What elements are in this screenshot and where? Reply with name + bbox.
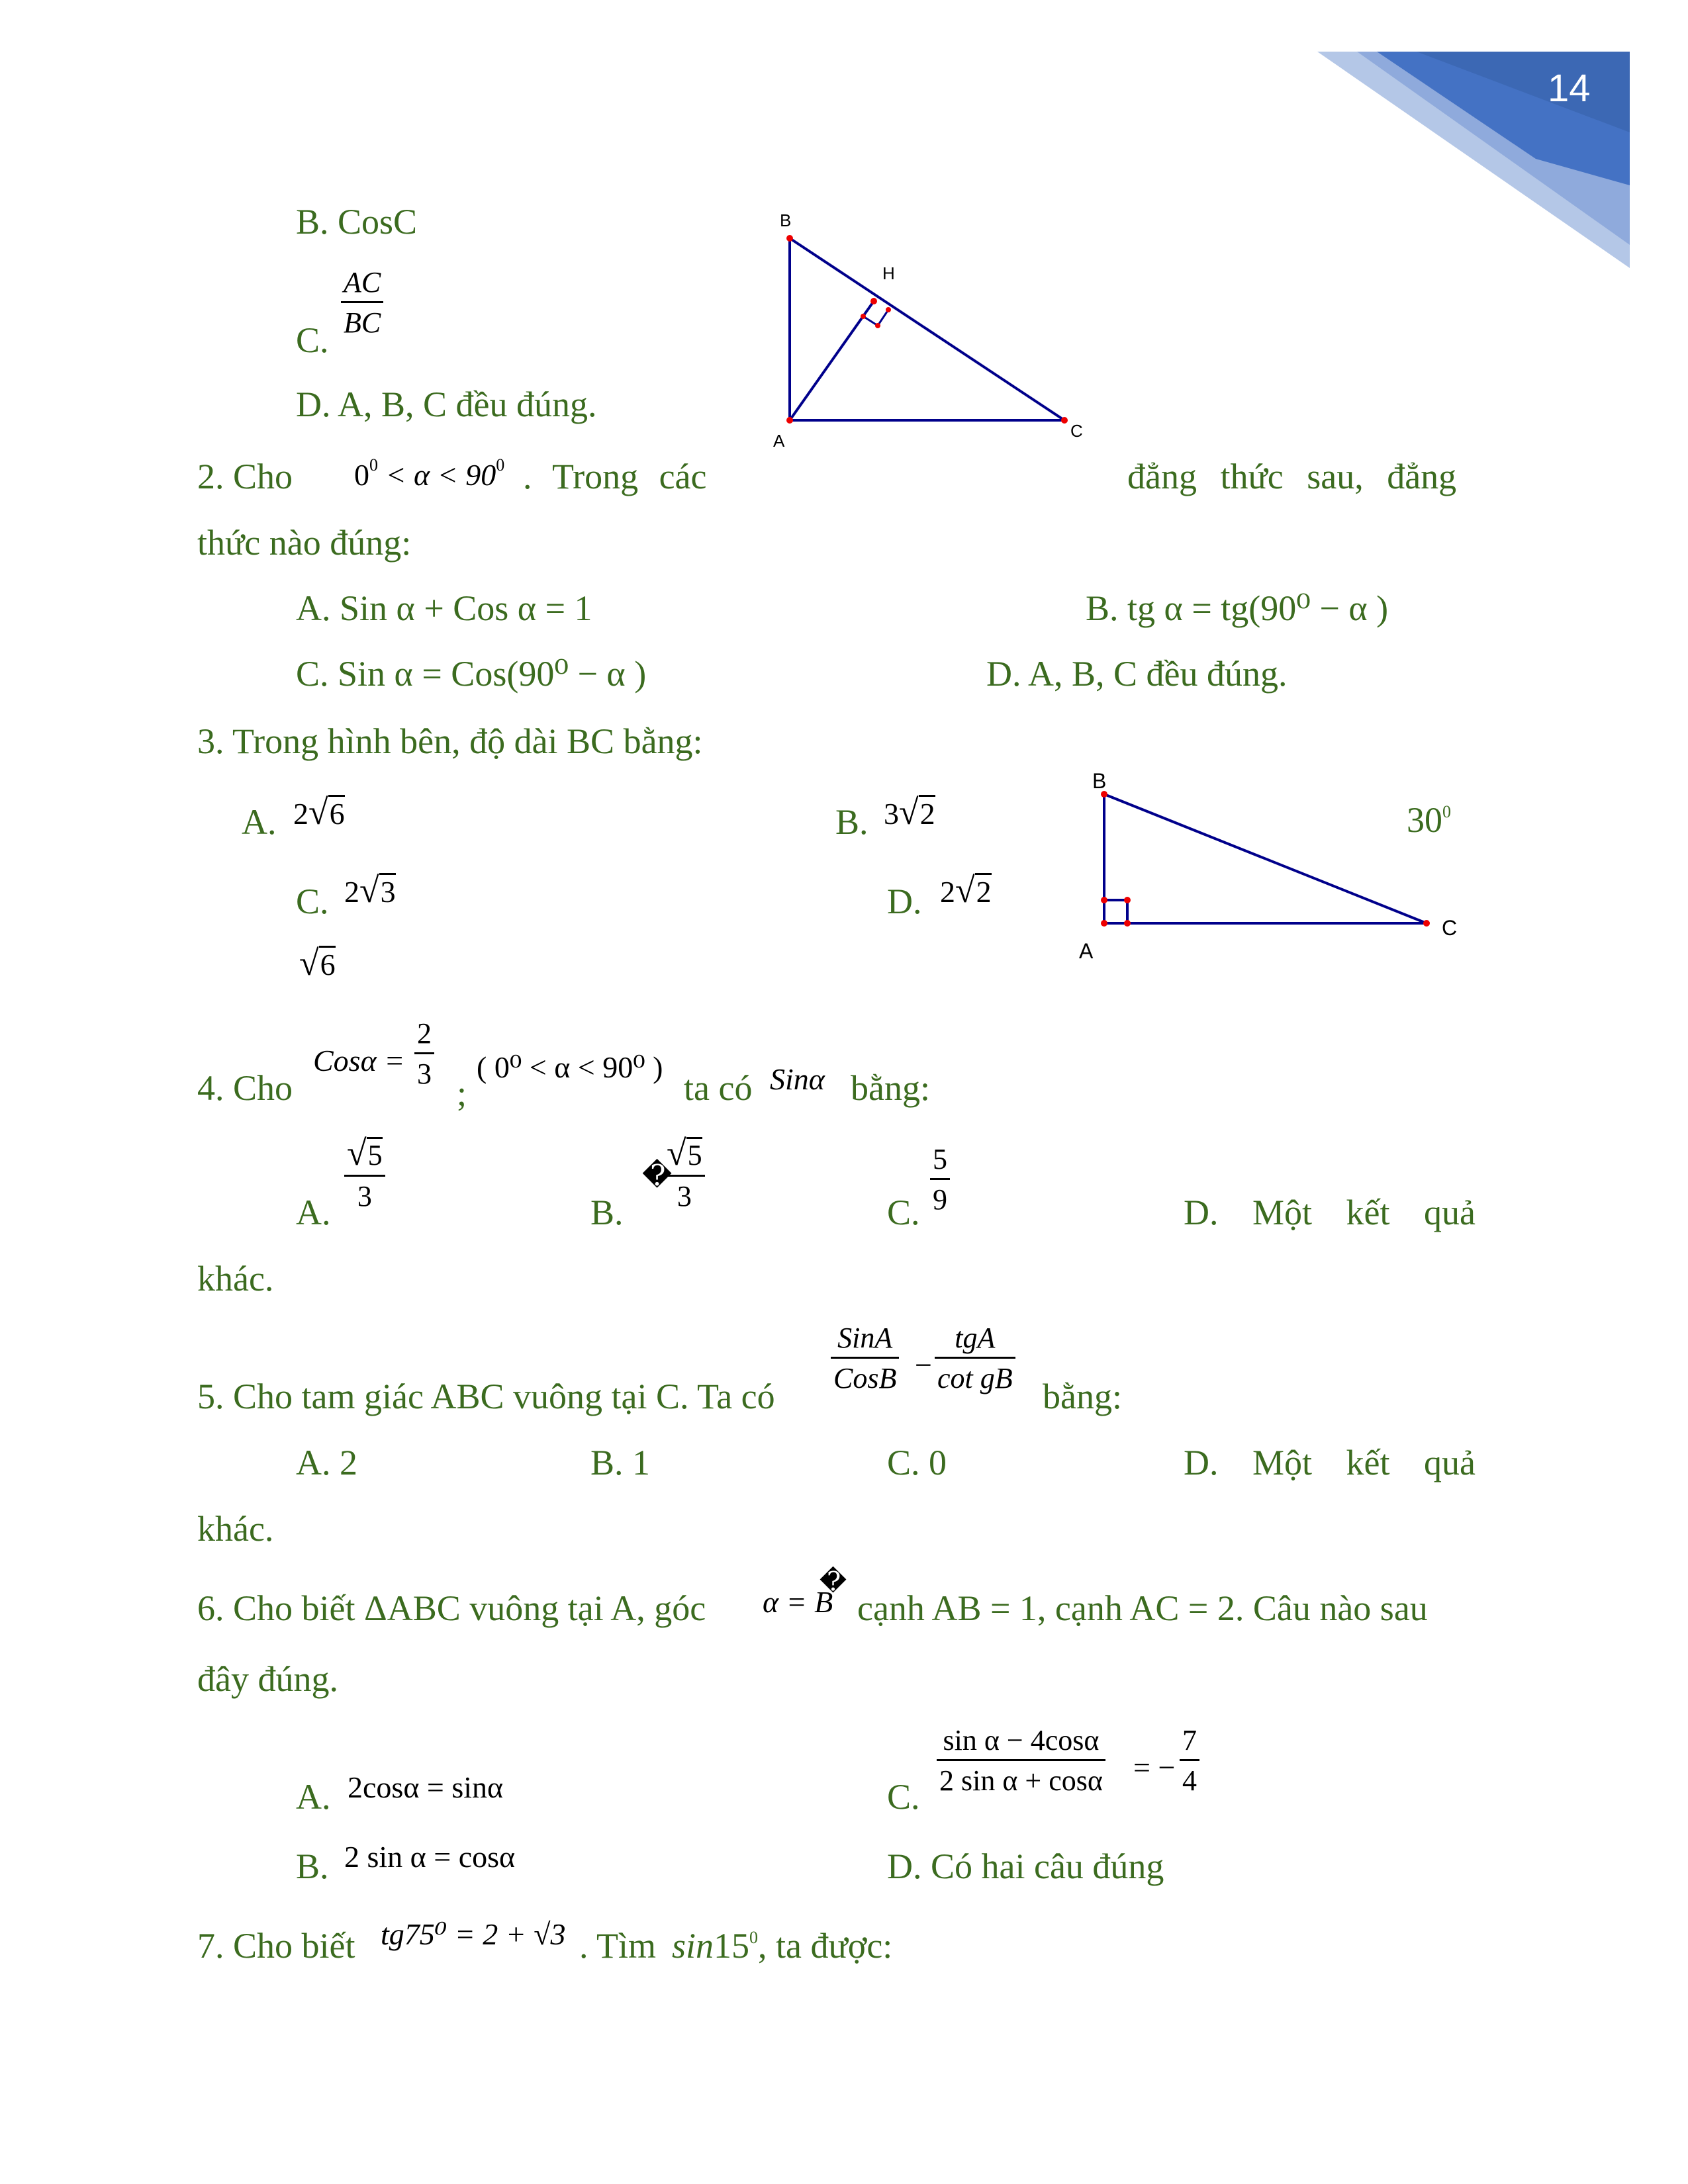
q1-option-b: B. CosC	[296, 202, 418, 242]
fig2-label-c: C	[1442, 916, 1458, 940]
q4-cos-fraction: $\frac{2}{3}$	[414, 1019, 434, 1089]
fig1-label-h: H	[882, 263, 895, 283]
q5-option-d: D. Một kết quả	[1184, 1443, 1476, 1482]
q5-minus: −	[915, 1348, 932, 1382]
q6-option-d: D. Có hai câu đúng	[887, 1846, 1164, 1886]
q5-stem: 5. Cho tam giác ABC vuông tại C. Ta có	[197, 1377, 775, 1416]
q2-option-d: D. A, B, C đều đúng.	[986, 654, 1288, 694]
q6-stem: 6. Cho biết ΔABC vuông tại A, góc	[197, 1588, 706, 1628]
q7-math: tg75⁰ = 2 + √3	[381, 1917, 566, 1951]
q4-range: ( 0⁰ < α < 90⁰ )	[477, 1050, 663, 1084]
q6-option-b-math: 2 sin α = cosα	[344, 1840, 516, 1874]
q4-tail: bằng:	[851, 1068, 930, 1108]
q5-tail: bằng:	[1043, 1377, 1122, 1416]
q2-option-c: C. Sin α = Cos(90⁰ − α )	[296, 654, 647, 694]
q3-option-c-value: 2√3	[344, 870, 396, 910]
q6-option-a-math: 2cosα = sinα	[348, 1770, 504, 1804]
triangle-figure-2	[1053, 764, 1476, 963]
fig1-label-a: A	[773, 431, 785, 451]
q4-prefix: 4. Cho	[197, 1068, 293, 1108]
fig1-label-b: B	[780, 210, 792, 230]
q2-prefix: 2. Cho	[197, 457, 293, 496]
q2-line2: thức nào đúng:	[197, 523, 412, 563]
q4-option-c-label: C.	[887, 1193, 920, 1232]
q4-mid: ta có	[684, 1068, 753, 1108]
q6-angle: α = B	[763, 1585, 833, 1619]
fig2-label-b: B	[1092, 769, 1107, 793]
q6-option-a-label: A.	[296, 1777, 331, 1817]
q3-option-b-value: 3√2	[884, 792, 935, 832]
q2-condition: $0^0 < \alpha < 90^0$	[354, 455, 505, 492]
q4-option-b-value: $\frac{√5}{3}$	[664, 1135, 705, 1211]
q4-wrap: khác.	[197, 1259, 274, 1298]
q5-option-c: C. 0	[887, 1443, 947, 1482]
q2-option-a: A. Sin α + Cos α = 1	[296, 588, 592, 628]
q6-option-c-eq: = −	[1133, 1751, 1176, 1784]
q5-fraction-1: SinA CosB	[831, 1324, 899, 1393]
q4-option-d: D. Một kết quả	[1184, 1193, 1476, 1232]
q4-sin: Sinα	[770, 1062, 825, 1096]
fig2-angle-label: $30^0$	[1407, 800, 1451, 840]
q4-option-a-label: A.	[296, 1193, 331, 1232]
q5-option-a: A. 2	[296, 1443, 357, 1482]
q3-option-d-label: D.	[887, 882, 922, 921]
q3-option-d-value: 2√2	[940, 870, 992, 910]
q6-option-c-label: C.	[887, 1777, 920, 1817]
fig1-label-c: C	[1070, 421, 1083, 441]
q4-option-c-value: $\frac{5}{9}$	[930, 1145, 950, 1214]
q6-angle-hat: �	[820, 1567, 847, 1596]
q2-tail: đẳng thức sau, đẳng	[1127, 457, 1457, 496]
q3-option-a-value: 2√6	[293, 792, 345, 832]
q3-option-c-label: C.	[296, 882, 329, 921]
q4-cos-lhs: Cosα =	[313, 1044, 405, 1077]
q4-option-b-sign: �	[642, 1160, 673, 1192]
q7-sin: $\sin 15^0$, ta được:	[672, 1926, 893, 1966]
q5-wrap: khác.	[197, 1509, 274, 1549]
q1-option-d: D. A, B, C đều đúng.	[296, 385, 597, 424]
q5-fraction-2: tgA cot gB	[935, 1324, 1015, 1393]
q6-option-c-fraction: $\frac{\text{sin α − 4cosα}}{\text{2 sin α + cosα}}$	[937, 1726, 1105, 1796]
q3-option-a-label: A.	[242, 802, 277, 842]
q7-prefix: 7. Cho biết	[197, 1926, 355, 1966]
q6-line2: đây đúng.	[197, 1659, 338, 1699]
q1-option-c-label: C.	[296, 320, 329, 360]
q6-option-c-ratio: $\frac{7}{4}$	[1180, 1726, 1199, 1796]
q2-option-b: B. tg α = tg(90⁰ − α )	[1086, 588, 1389, 628]
q4-option-a-value: $\frac{√5}{3}$	[344, 1135, 385, 1211]
q3-stem: 3. Trong hình bên, độ dài BC bằng:	[197, 721, 703, 761]
q6-option-b-label: B.	[296, 1846, 329, 1886]
q7-mid: . Tìm	[579, 1926, 657, 1966]
q4-option-b-label: B.	[590, 1193, 624, 1232]
corner-decoration	[0, 0, 1688, 278]
page-number: 14	[1548, 67, 1591, 110]
fig2-label-a: A	[1079, 939, 1094, 963]
q5-option-b: B. 1	[590, 1443, 651, 1482]
q3-option-b-label: B.	[835, 802, 868, 842]
q3-extra-value: √6	[299, 943, 336, 983]
q6-tail: cạnh AB = 1, cạnh AC = 2. Câu nào sau	[857, 1588, 1428, 1628]
q2-mid: . Trong các	[523, 457, 707, 496]
q4-semicolon: ;	[457, 1073, 467, 1113]
q1-option-c-fraction: $\frac{AC}{BC}$	[341, 268, 383, 338]
